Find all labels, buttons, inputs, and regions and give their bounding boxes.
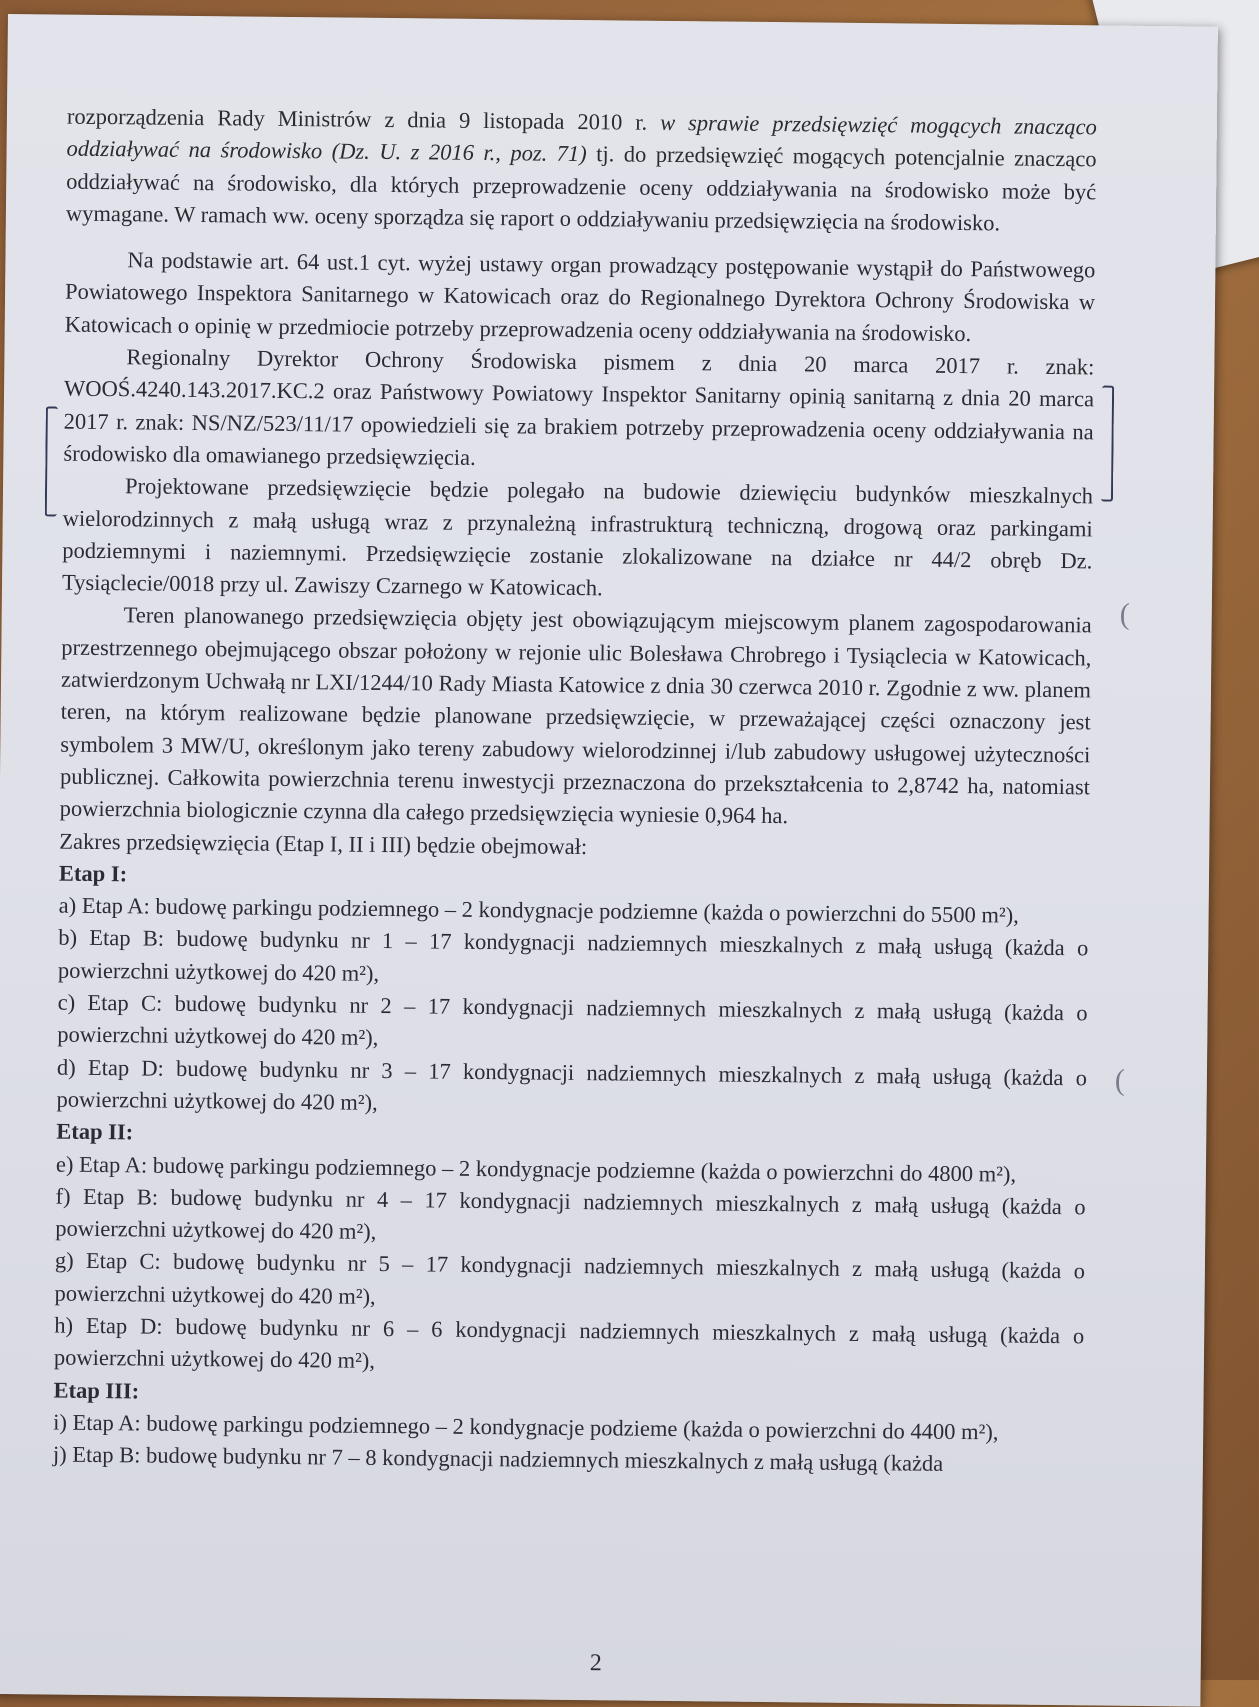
list-item: f) Etap B: budowę budynku nr 4 – 17 kondygnacji nadziemnych mieszkalnych z małą usługą (każda o powierzchni użytkowej do 420 m²),	[55, 1183, 1086, 1245]
scope-line: Zakres przedsięwzięcia (Etap I, II i III) będzie obejmował:	[59, 828, 588, 859]
list-item: g) Etap C: budowę budynku nr 5 – 17 kondygnacji nadziemnych mieszkalnych z małą usługą (każda o powierzchni użytkowej do 420 m²),	[54, 1247, 1086, 1309]
list-item: b) Etap B: budowę budynku nr 1 – 17 kondygnacji nadziemnych mieszkalnych z małą usługą (każda o powierzchni użytkowej do 420 m²),	[57, 925, 1089, 986]
list-item: c) Etap C: budowę budynku nr 2 – 17 kondygnacji nadziemnych mieszkalnych z małą usługą (każda o powierzchni użytkowej do 420 m²),	[57, 989, 1088, 1051]
pencil-mark: (	[1119, 597, 1130, 631]
paragraph: Teren planowanego przedsięwzięcia objęty jest obowiązującym miejscowym planem zagospodarowania przestrzennego obejmującego obszar położony w rejonie ulic Bolesława Chrobrego i Tysiąclecia w Katowicach, zatwierdzonym Uchwałą nr LXI/1244/10 Rady Miasta Katowice z dnia 30 czerwca 2010 r. Zgodnie z ww. planem teren, na którym realizowane będzie planowane przedsięwzięcie, w przeważającej części oznaczony jest symbolem 3 MW/U, określonym jako tereny zabudowy wielorodzinnej i/lub zabudowy usługowej użyteczności publicznej. Całkowita powierzchnia terenu inwestycji przeznaczona do przekształcenia to 2,8742 ha, natomiast powierzchnia biologicznie czynna dla całego przedsięwzięcia wyniesie 0,964 ha.	[59, 602, 1092, 829]
page-number: 2	[589, 1650, 602, 1677]
stage-heading: Etap II:	[56, 1118, 134, 1145]
handwritten-bracket-left	[45, 406, 58, 516]
stage-heading: Etap III:	[53, 1377, 140, 1404]
paragraph: Na podstawie art. 64 ust.1 cyt. wyżej ustawy organ prowadzący postępowanie wystąpił do Państwowego Powiatowego Inspektora Sanitarnego w Katowicach oraz do Regionalnego Dyrektora Ochrony Środowiska w Katowicach o opinię w przedmiocie potrzeby przeprowadzenia oceny oddziaływania na środowisko.	[64, 247, 1096, 346]
list-item: h) Etap D: budowę budynku nr 6 – 6 kondygnacji nadziemnych mieszkalnych z małą usługą (każda o powierzchni użytkowej do 420 m²),	[53, 1312, 1085, 1374]
list-item: j) Etap B: budowę budynku nr 7 – 8 kondygnacji nadziemnych mieszkalnych z małą usługą (każda	[52, 1441, 944, 1477]
list-item: e) Etap A: budowę parkingu podziemnego – 2 kondygnacje podziemne (każda o powierzchni do 4800 m²),	[55, 1151, 1017, 1187]
handwritten-bracket-right	[1101, 385, 1114, 501]
list-item: d) Etap D: budowę budynku nr 3 – 17 kondygnacji nadziemnych mieszkalnych z małą usługą (każda o powierzchni użytkowej do 420 m²),	[56, 1054, 1088, 1115]
list-item: i) Etap A: budowę parkingu podziemnego – 2 kondygnacje podzieme (każda o powierzchni do 4400 m²),	[53, 1409, 999, 1445]
stage-heading: Etap I:	[58, 860, 128, 887]
pencil-mark: (	[1114, 1063, 1126, 1097]
document-page	[0, 14, 1218, 1707]
document-body	[53, 101, 1097, 1482]
intro-paragraph: rozporządzenia Rady Ministrów z dnia 9 listopada 2010 r. w sprawie przedsięwzięć mogących znacząco oddziaływać na środowisko (Dz. U. z 2016 r., poz. 71) tj. do przedsięwzięć mogących potencjalnie znacząco oddziaływać na środowisko, dla których przeprowadzenie oceny oddziaływania na środowisko może być wymagane. W ramach ww. oceny sporządza się raport o oddziaływaniu przedsięwzięcia na środowisko.	[65, 103, 1098, 236]
paragraph: Projektowane przedsięwzięcie będzie polegało na budowie dziewięciu budynków mieszkalnych wielorodzinnych z małą usługą wraz z przynależną infrastrukturą techniczną, drogową oraz parkingami podziemnymi i naziemnymi. Przedsięwzięcie zostanie zlokalizowane na działce nr 44/2 obręb Dz. Tysiąclecie/0018 przy ul. Zawiszy Czarnego w Katowicach.	[61, 473, 1094, 601]
list-item: a) Etap A: budowę parkingu podziemnego – 2 kondygnacje podziemne (każda o powierzchni do 5500 m²),	[58, 892, 1019, 928]
paragraph: Regionalny Dyrektor Ochrony Środowiska pismem z dnia 20 marca 2017 r. znak: WOOŚ.4240.143.2017.KC.2 oraz Państwowy Powiatowy Inspektor Sanitarny opinią sanitarną z dnia 20 marca 2017 r. znak: NS/NZ/523/11/17 opowiedzieli się za brakiem potrzeby przeprowadzenia oceny oddziaływania na środowisko dla omawianego przedsięwzięcia.	[63, 344, 1095, 470]
